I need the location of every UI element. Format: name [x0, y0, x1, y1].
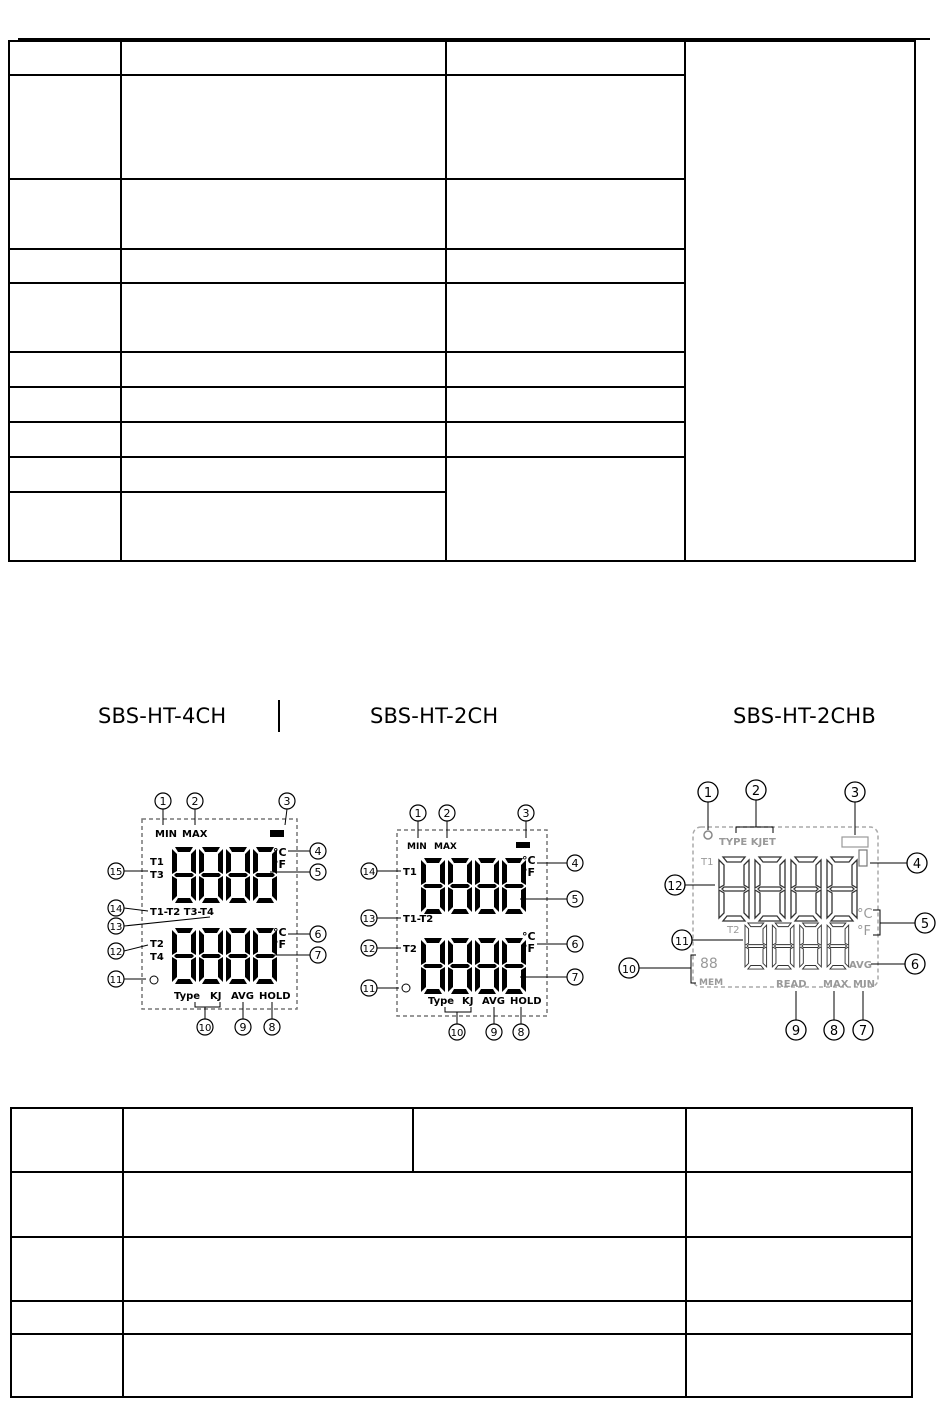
svg-text:5: 5: [920, 917, 930, 932]
diff-label: T1-T2: [403, 914, 434, 925]
model-divider: [278, 700, 280, 732]
svg-text:4: 4: [912, 857, 922, 872]
svg-text:6: 6: [571, 938, 579, 951]
callout-6: [537, 936, 583, 952]
min-label: MIN: [155, 829, 178, 840]
svg-text:10: 10: [198, 1023, 212, 1034]
mem-digits: 88: [700, 956, 718, 972]
svg-text:12: 12: [109, 947, 123, 958]
callout-6: [288, 926, 326, 942]
svg-text:7: 7: [314, 949, 322, 962]
deg-f-label: °F: [522, 866, 536, 879]
svg-text:7: 7: [858, 1024, 868, 1039]
callout-4: [288, 843, 326, 859]
t1-label: T1: [150, 857, 164, 868]
svg-text:14: 14: [362, 867, 376, 878]
svg-text:3: 3: [522, 807, 530, 820]
svg-text:12: 12: [667, 879, 683, 893]
t1-label: T1: [701, 857, 714, 868]
deg-c-label: °C: [857, 907, 873, 922]
lcd-diagram-2ch: [355, 800, 595, 1045]
t3-label: T3: [150, 870, 164, 881]
max-label: MAX: [823, 979, 849, 990]
min-label: MIN: [853, 979, 876, 990]
svg-text:13: 13: [362, 914, 376, 925]
callout-12: [665, 875, 715, 895]
callout-5: [873, 910, 935, 935]
svg-text:10: 10: [450, 1028, 464, 1039]
type-label: Type: [174, 991, 201, 1002]
deg-c-label: °C: [273, 846, 287, 859]
svg-text:6: 6: [910, 958, 920, 973]
lcd-diagram-2chb: [615, 775, 945, 1045]
callout-8: [513, 1007, 529, 1040]
svg-text:1: 1: [159, 795, 167, 808]
callout-1: [155, 793, 171, 825]
callout-4: [537, 855, 583, 871]
kj-label: KJ: [210, 991, 222, 1002]
max-label: MAX: [434, 842, 457, 852]
t2-label: T2: [150, 939, 164, 950]
svg-text:15: 15: [109, 867, 123, 878]
digits-row-2: [421, 938, 526, 994]
battery-icon: [516, 842, 530, 848]
callout-9: [786, 991, 806, 1040]
callout-1: [698, 782, 718, 830]
svg-text:9: 9: [239, 1021, 247, 1034]
callout-9: [486, 1007, 502, 1040]
svg-text:3: 3: [283, 795, 291, 808]
deg-f-label: °F: [273, 858, 287, 871]
lock-icon: [859, 850, 867, 866]
deg-f-label-2: °F: [273, 938, 287, 951]
avg-label: AVG: [231, 991, 255, 1002]
callout-3: [279, 793, 295, 825]
callout-7: [520, 969, 583, 985]
callout-11: [108, 971, 158, 987]
t4-label: T4: [150, 952, 164, 963]
battery-icon: [842, 837, 868, 847]
deg-c-label-2: °C: [522, 930, 536, 943]
svg-text:3: 3: [850, 786, 860, 801]
avg-label: AVG: [849, 960, 873, 971]
callout-12: [361, 940, 401, 956]
type-label: Type: [428, 996, 455, 1007]
svg-text:6: 6: [314, 928, 322, 941]
deg-f-label: °F: [857, 924, 871, 939]
svg-text:2: 2: [751, 784, 761, 799]
callout-2: [439, 805, 455, 838]
svg-text:5: 5: [314, 866, 322, 879]
svg-text:4: 4: [314, 845, 322, 858]
deg-f-label-2: °F: [522, 942, 536, 955]
lcd-diagram-4ch: [100, 785, 340, 1040]
svg-text:11: 11: [109, 975, 123, 986]
digits-row-2: [172, 928, 277, 984]
svg-text:13: 13: [109, 922, 123, 933]
svg-text:5: 5: [571, 893, 579, 906]
svg-text:12: 12: [362, 944, 376, 955]
svg-text:1: 1: [414, 807, 422, 820]
timer-icon: [704, 831, 712, 839]
svg-text:1: 1: [703, 786, 713, 801]
t2-label: T2: [403, 944, 417, 955]
battery-icon: [270, 830, 284, 837]
callout-2: [736, 780, 773, 833]
model-label-2chb: SBS-HT-2CHB: [733, 704, 876, 728]
callout-2: [187, 793, 203, 825]
svg-text:8: 8: [829, 1024, 839, 1039]
hold-label: HOLD: [510, 996, 542, 1007]
callout-11: [361, 980, 410, 996]
avg-label: AVG: [482, 996, 506, 1007]
svg-text:8: 8: [268, 1021, 276, 1034]
callout-6: [871, 954, 925, 974]
svg-text:2: 2: [443, 807, 451, 820]
min-label: MIN: [407, 842, 427, 852]
digits-row-1: [719, 857, 857, 921]
deg-c-label: °C: [522, 854, 536, 867]
callout-7: [853, 991, 873, 1040]
callout-9: [235, 1002, 251, 1035]
svg-text:7: 7: [571, 971, 579, 984]
model-label-2ch: SBS-HT-2CH: [370, 704, 499, 728]
callout-13: [361, 910, 401, 926]
deg-c-label-2: °C: [273, 926, 287, 939]
svg-text:11: 11: [362, 984, 376, 995]
svg-text:2: 2: [191, 795, 199, 808]
model-label-4ch: SBS-HT-4CH: [98, 704, 227, 728]
svg-text:9: 9: [791, 1024, 801, 1039]
digits-row-2: [745, 923, 849, 969]
svg-text:8: 8: [517, 1026, 525, 1039]
svg-text:4: 4: [571, 857, 579, 870]
svg-text:9: 9: [490, 1026, 498, 1039]
callout-10: [195, 1002, 220, 1035]
type-label: TYPE KJET: [719, 837, 776, 848]
callout-1: [410, 805, 426, 838]
max-label: MAX: [182, 829, 208, 840]
read-label: READ: [776, 979, 807, 990]
callout-8: [264, 1002, 280, 1035]
callout-3: [518, 805, 534, 838]
kj-label: KJ: [462, 996, 474, 1007]
callout-14: [361, 863, 401, 879]
t2-label: T2: [727, 925, 740, 936]
diff-label: T1-T2 T3-T4: [150, 907, 214, 918]
t1-label: T1: [403, 867, 417, 878]
svg-text:14: 14: [109, 904, 123, 915]
digits-row-1: [172, 847, 277, 903]
hold-label: HOLD: [259, 991, 291, 1002]
svg-text:10: 10: [622, 963, 636, 976]
callout-10: [619, 955, 696, 983]
svg-text:11: 11: [675, 935, 689, 948]
digits-row-1: [421, 858, 526, 914]
callout-5: [520, 891, 583, 907]
callout-10: [445, 1007, 471, 1040]
callout-4: [870, 853, 927, 873]
mem-label: MEM: [699, 978, 724, 988]
callout-8: [824, 991, 844, 1040]
